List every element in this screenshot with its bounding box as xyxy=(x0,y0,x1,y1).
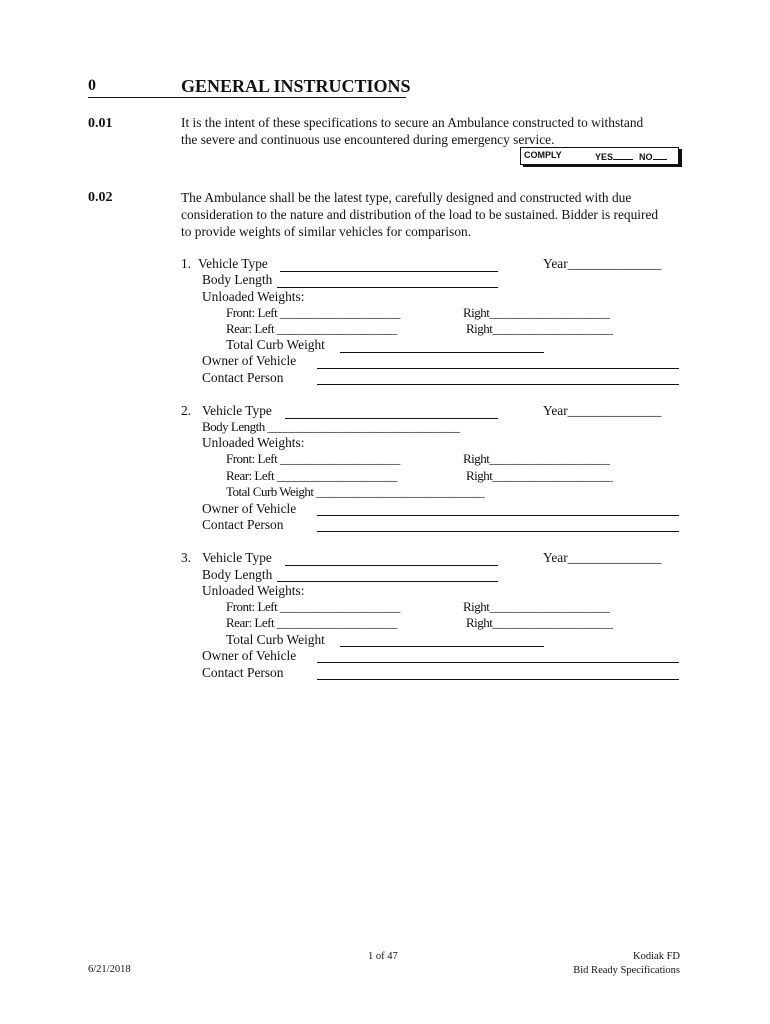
item-number-001: 0.01 xyxy=(88,116,113,131)
vehicle-1-total-curb-label: Total Curb Weight xyxy=(226,337,325,352)
comply-yes-label: YES xyxy=(595,152,614,162)
vehicle-2-front-right-field[interactable]: Right____________________ xyxy=(463,451,610,466)
item-001-text xyxy=(181,114,679,148)
item-002-line-1: The Ambulance shall be the latest type, carefully designed and constructed with due xyxy=(181,190,632,205)
footer-org: Kodiak FD xyxy=(633,951,680,962)
vehicle-3-year-field[interactable]: Year______________ xyxy=(543,550,662,565)
vehicle-1-year-field[interactable]: Year______________ xyxy=(543,256,662,271)
footer-date: 6/21/2018 xyxy=(88,964,131,975)
item-number-002: 0.02 xyxy=(88,190,113,205)
item-002-line-3: to provide weights of similar vehicles for comparison. xyxy=(181,224,472,239)
vehicle-2-body-length-field[interactable]: Body Length ________________________________ xyxy=(202,419,460,434)
section-number: 0 xyxy=(88,77,96,94)
vehicle-3-front-right-field[interactable]: Right____________________ xyxy=(463,599,610,614)
vehicle-1-rear-left-field[interactable]: Rear: Left ____________________ xyxy=(226,321,397,336)
vehicle-3-body-length-label: Body Length xyxy=(202,567,273,582)
vehicle-3-body-length-field[interactable] xyxy=(277,581,498,582)
footer-doc-title: Bid Ready Specifications xyxy=(573,965,680,976)
vehicle-3-unloaded-label: Unloaded Weights: xyxy=(202,583,305,598)
section-title-underline xyxy=(88,97,406,98)
vehicle-2-owner-label: Owner of Vehicle xyxy=(202,501,297,516)
vehicle-1-owner-label: Owner of Vehicle xyxy=(202,353,297,368)
vehicle-3-type-label: Vehicle Type xyxy=(202,550,272,565)
vehicle-3-rear-left-field[interactable]: Rear: Left ____________________ xyxy=(226,615,397,630)
vehicle-1-front-right-field[interactable]: Right____________________ xyxy=(463,305,610,320)
comply-box xyxy=(520,147,679,165)
comply-label: COMPLY xyxy=(524,150,562,160)
vehicle-3-contact-label: Contact Person xyxy=(202,665,284,680)
vehicle-3-owner-label: Owner of Vehicle xyxy=(202,648,297,663)
comply-no-label: NO xyxy=(639,152,653,162)
comply-no-option[interactable] xyxy=(639,151,667,162)
vehicle-3-rear-right-field[interactable]: Right____________________ xyxy=(466,615,613,630)
vehicle-1-type-label: Vehicle Type xyxy=(198,256,268,271)
vehicle-2-owner-field[interactable] xyxy=(317,515,679,516)
vehicle-3-total-curb-field[interactable] xyxy=(340,646,544,647)
vehicle-2-rear-right-field[interactable]: Right____________________ xyxy=(466,468,613,483)
vehicle-1-total-curb-field[interactable] xyxy=(340,352,544,353)
vehicle-3-owner-field[interactable] xyxy=(317,662,679,663)
vehicle-3-contact-field[interactable] xyxy=(317,679,679,680)
vehicle-2-contact-label: Contact Person xyxy=(202,517,284,532)
vehicle-2-type-label: Vehicle Type xyxy=(202,403,272,418)
comply-no-blank[interactable] xyxy=(653,151,667,160)
vehicle-1-contact-field[interactable] xyxy=(317,384,679,385)
item-002-text xyxy=(181,189,679,240)
comply-yes-option[interactable] xyxy=(595,151,633,162)
vehicle-2-year-field[interactable]: Year______________ xyxy=(543,403,662,418)
vehicle-1-front-left-field[interactable]: Front: Left ____________________ xyxy=(226,305,400,320)
footer-page-number: 1 of 47 xyxy=(368,951,398,962)
item-001-line-1: It is the intent of these specifications to secure an Ambulance constructed to withstand xyxy=(181,115,644,130)
comply-yes-blank[interactable] xyxy=(613,151,633,160)
vehicle-2-rear-left-field[interactable]: Rear: Left ____________________ xyxy=(226,468,397,483)
vehicle-2-total-curb-field[interactable]: Total Curb Weight ____________________________ xyxy=(226,484,485,499)
vehicle-2-contact-field[interactable] xyxy=(317,531,679,532)
vehicle-1-body-length-field[interactable] xyxy=(277,287,498,288)
section-title: GENERAL INSTRUCTIONS xyxy=(181,76,411,96)
vehicle-1-number: 1. xyxy=(181,256,192,271)
vehicle-1-contact-label: Contact Person xyxy=(202,370,284,385)
vehicle-3-total-curb-label: Total Curb Weight xyxy=(226,632,325,647)
vehicle-1-owner-field[interactable] xyxy=(317,368,679,369)
vehicle-1-unloaded-label: Unloaded Weights: xyxy=(202,289,305,304)
vehicle-1-rear-right-field[interactable]: Right____________________ xyxy=(466,321,613,336)
item-001-line-2: the severe and continuous use encountered during emergency service. xyxy=(181,132,555,147)
vehicle-2-front-left-field[interactable]: Front: Left ____________________ xyxy=(226,451,400,466)
vehicle-1-type-field[interactable] xyxy=(280,271,498,272)
vehicle-2-number: 2. xyxy=(181,403,192,418)
vehicle-3-type-field[interactable] xyxy=(285,565,498,566)
vehicle-3-number: 3. xyxy=(181,550,192,565)
vehicle-3-front-left-field[interactable]: Front: Left ____________________ xyxy=(226,599,400,614)
vehicle-2-unloaded-label: Unloaded Weights: xyxy=(202,435,305,450)
item-002-line-2: consideration to the nature and distribution of the load to be sustained. Bidder is required xyxy=(181,207,659,222)
vehicle-1-body-length-label: Body Length xyxy=(202,272,273,287)
